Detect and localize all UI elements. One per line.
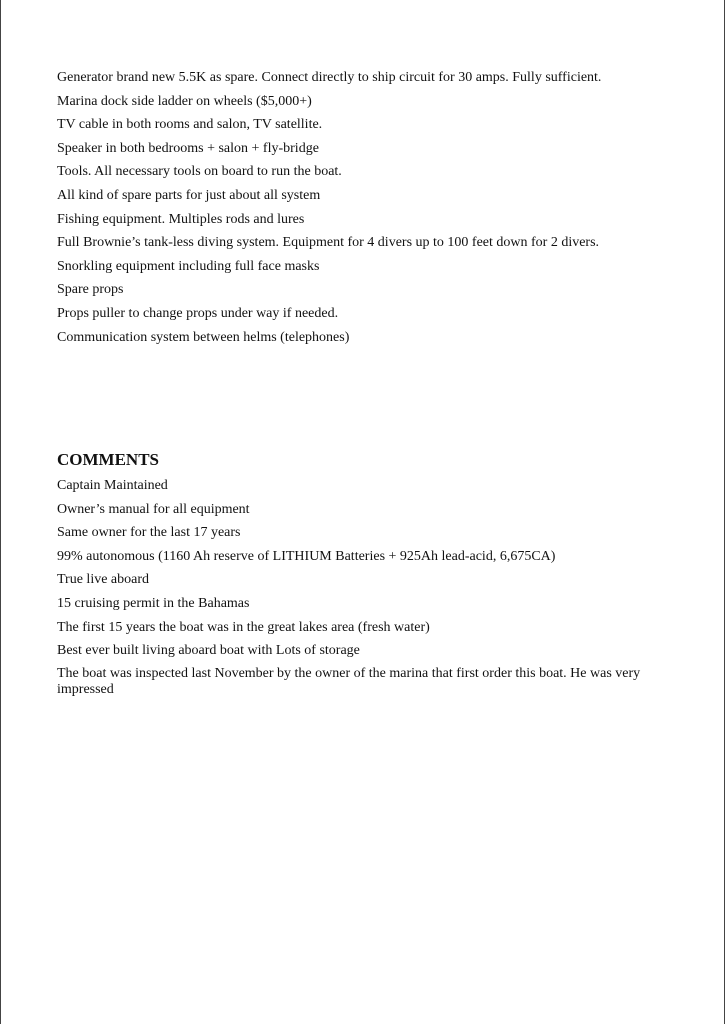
comment-item: Captain Maintained <box>57 478 168 493</box>
list-item: Spare props <box>57 282 124 298</box>
list-item: Full Brownie’s tank-less diving system. Equipment for 4 divers up to 100 feet down for 2 divers. <box>57 235 600 251</box>
comment-item: 15 cruising permit in the Bahamas <box>57 595 250 611</box>
comment-item: The first 15 years the boat was in the great lakes area (fresh water) <box>57 619 430 635</box>
list-item: All kind of spare parts for just about all system <box>57 187 321 203</box>
comment-item: Owner’s manual for all equipment <box>57 501 250 517</box>
comment-item: 99% autonomous (1160 Ah reserve of LITHIUM Batteries + 925Ah lead-acid, 6,675CA) <box>57 548 556 564</box>
comment-item: Best ever built living aboard boat with Lots of storage <box>57 643 360 659</box>
comments-heading: COMMENTS <box>57 450 159 469</box>
list-item: Generator brand new 5.5K as spare. Connect directly to ship circuit for 30 amps. Fully sufficient. <box>57 70 602 85</box>
comment-item: True live aboard <box>57 572 150 588</box>
list-item: Fishing equipment. Multiples rods and lures <box>57 211 305 227</box>
list-item: Snorkling equipment including full face masks <box>57 258 320 274</box>
list-item: Props puller to change props under way if needed. <box>57 305 339 321</box>
list-item: Tools. All necessary tools on board to run the boat. <box>57 164 342 180</box>
comment-item: The boat was inspected last November by the owner of the marina that first order this boat. He was very impressed <box>57 665 641 697</box>
comments-section <box>57 450 682 704</box>
list-item: TV cable in both rooms and salon, TV satellite. <box>57 117 323 133</box>
equipment-list <box>57 69 682 352</box>
list-item: Speaker in both bedrooms + salon + fly-bridge <box>57 140 319 156</box>
comment-item: Same owner for the last 17 years <box>57 525 241 541</box>
list-item: Marina dock side ladder on wheels ($5,000+) <box>57 93 312 109</box>
list-item: Communication system between helms (telephones) <box>57 329 350 345</box>
